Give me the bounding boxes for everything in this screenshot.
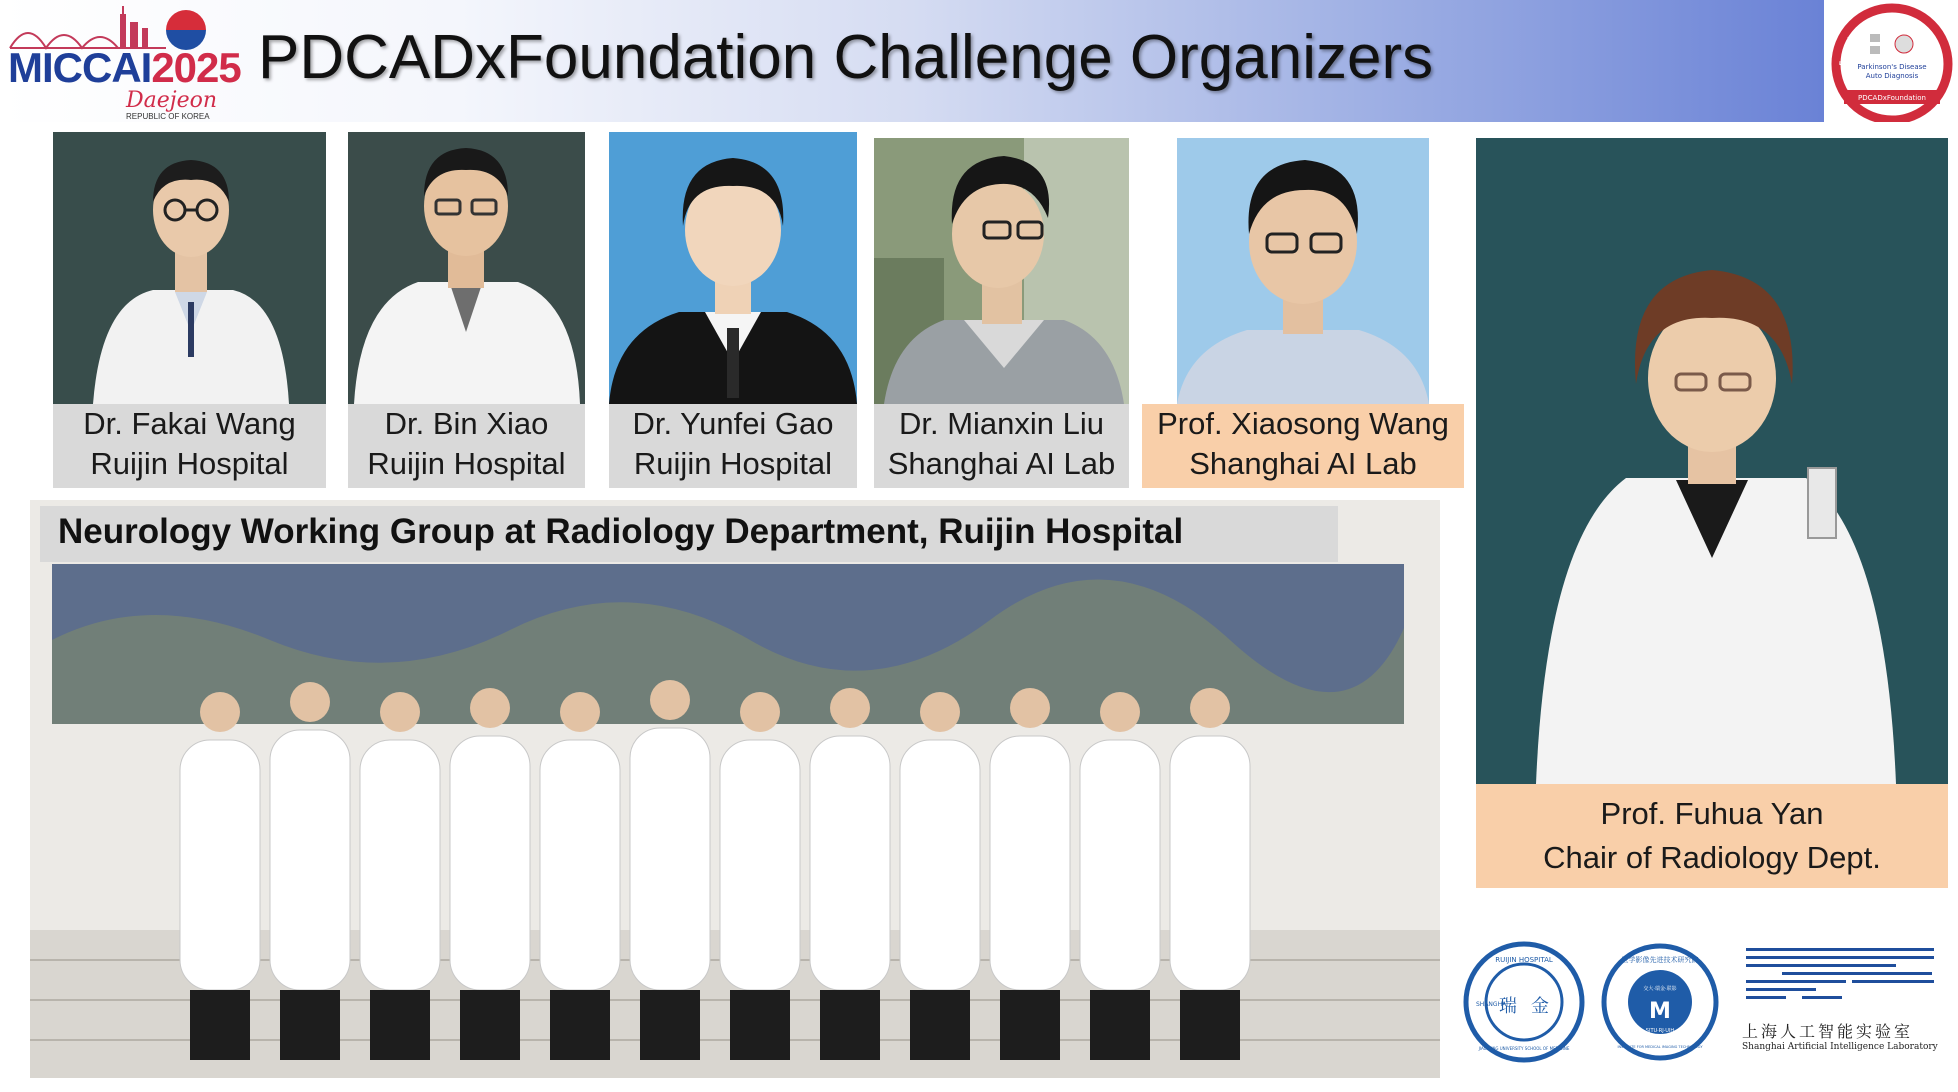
badge-arc-text: Foundation Model Driven xyxy=(1838,12,1933,67)
organizer-affiliation: Shanghai AI Lab xyxy=(1189,446,1417,481)
ruijin-hospital-logo xyxy=(1462,940,1586,1064)
organizer-name: Dr. Fakai Wang xyxy=(83,406,296,441)
organizer-photo xyxy=(1177,138,1429,404)
organizer-affiliation: Shanghai AI Lab xyxy=(887,446,1116,481)
chair-photo xyxy=(1476,138,1948,784)
imaging-institute-cn: 医学影像先进技术研究院 xyxy=(1621,956,1699,964)
daejeon-script: Daejeon xyxy=(126,88,218,113)
group-photo-caption xyxy=(40,506,1338,562)
imaging-institute-en: INSTITUTE FOR MEDICAL IMAGING TECHNOLOGY xyxy=(1617,1045,1703,1049)
imaging-institute-logo xyxy=(1600,940,1720,1064)
ruijin-arc-bottom: JIAOTONG UNIVERSITY SCHOOL OF MEDICINE xyxy=(1478,1046,1570,1051)
organizer-caption xyxy=(53,404,326,488)
chair-title: Chair of Radiology Dept. xyxy=(1543,840,1881,875)
organizer-photo xyxy=(609,132,857,404)
organizer-name: Prof. Xiaosong Wang xyxy=(1157,406,1449,441)
miccai-wordmark: MICCAI2025 xyxy=(8,44,241,91)
organizer-affiliation: Ruijin Hospital xyxy=(633,446,833,481)
ruijin-glyph-1: 瑞 xyxy=(1499,996,1517,1017)
chair-caption xyxy=(1476,784,1948,888)
organizer-affiliation: Ruijin Hospital xyxy=(90,446,289,481)
organizer-caption xyxy=(1142,404,1464,488)
organizer-photo xyxy=(874,138,1129,404)
organizer-caption xyxy=(348,404,585,488)
ruijin-glyph-2: 金 xyxy=(1531,996,1549,1017)
miccai-2025-logo xyxy=(8,4,241,122)
group-photo-caption-text: Neurology Working Group at Radiology Department, Ruijin Hospital xyxy=(58,512,1184,551)
shanghai-ai-lab-mark-icon xyxy=(1742,940,1938,1014)
ruijin-arc-left: SHANGHAI xyxy=(1476,1001,1508,1008)
organizer-photo xyxy=(348,132,585,404)
badge-ribbon: PDCADxFoundation xyxy=(1858,94,1926,102)
shanghai-ai-lab-logo xyxy=(1742,940,1938,1064)
organizer-affiliation: Ruijin Hospital xyxy=(367,446,566,481)
pdcadx-foundation-badge xyxy=(1826,2,1956,122)
ruijin-arc-top: RUIJIN HOSPITAL xyxy=(1495,956,1553,964)
shanghai-ai-lab-cn: 上海人工智能实验室 xyxy=(1742,1022,1914,1041)
badge-line1: Parkinson's Disease xyxy=(1857,63,1927,71)
organizer-name: Dr. Yunfei Gao xyxy=(632,406,834,441)
group-photo xyxy=(30,500,1440,1078)
shanghai-ai-lab-en: Shanghai Artificial Intelligence Laboratory xyxy=(1742,1042,1938,1052)
badge-line2: Auto Diagnosis xyxy=(1865,72,1919,80)
imaging-institute-sub: SJTU·RJ·UIH xyxy=(1645,1028,1675,1034)
organizer-caption xyxy=(609,404,857,488)
organizer-name: Dr. Bin Xiao xyxy=(384,406,549,441)
organizer-photo xyxy=(53,132,326,404)
organizer-name: Dr. Mianxin Liu xyxy=(898,406,1105,441)
republic-of-korea-label: REPUBLIC OF KOREA xyxy=(126,112,210,121)
page-title: PDCADxFoundation Challenge Organizers xyxy=(258,23,1434,92)
imaging-institute-inner: 交大·瑞金·联影 xyxy=(1643,986,1677,992)
chair-name: Prof. Fuhua Yan xyxy=(1600,796,1824,831)
organizer-caption xyxy=(874,404,1129,488)
svg-text:M: M xyxy=(1649,999,1671,1024)
